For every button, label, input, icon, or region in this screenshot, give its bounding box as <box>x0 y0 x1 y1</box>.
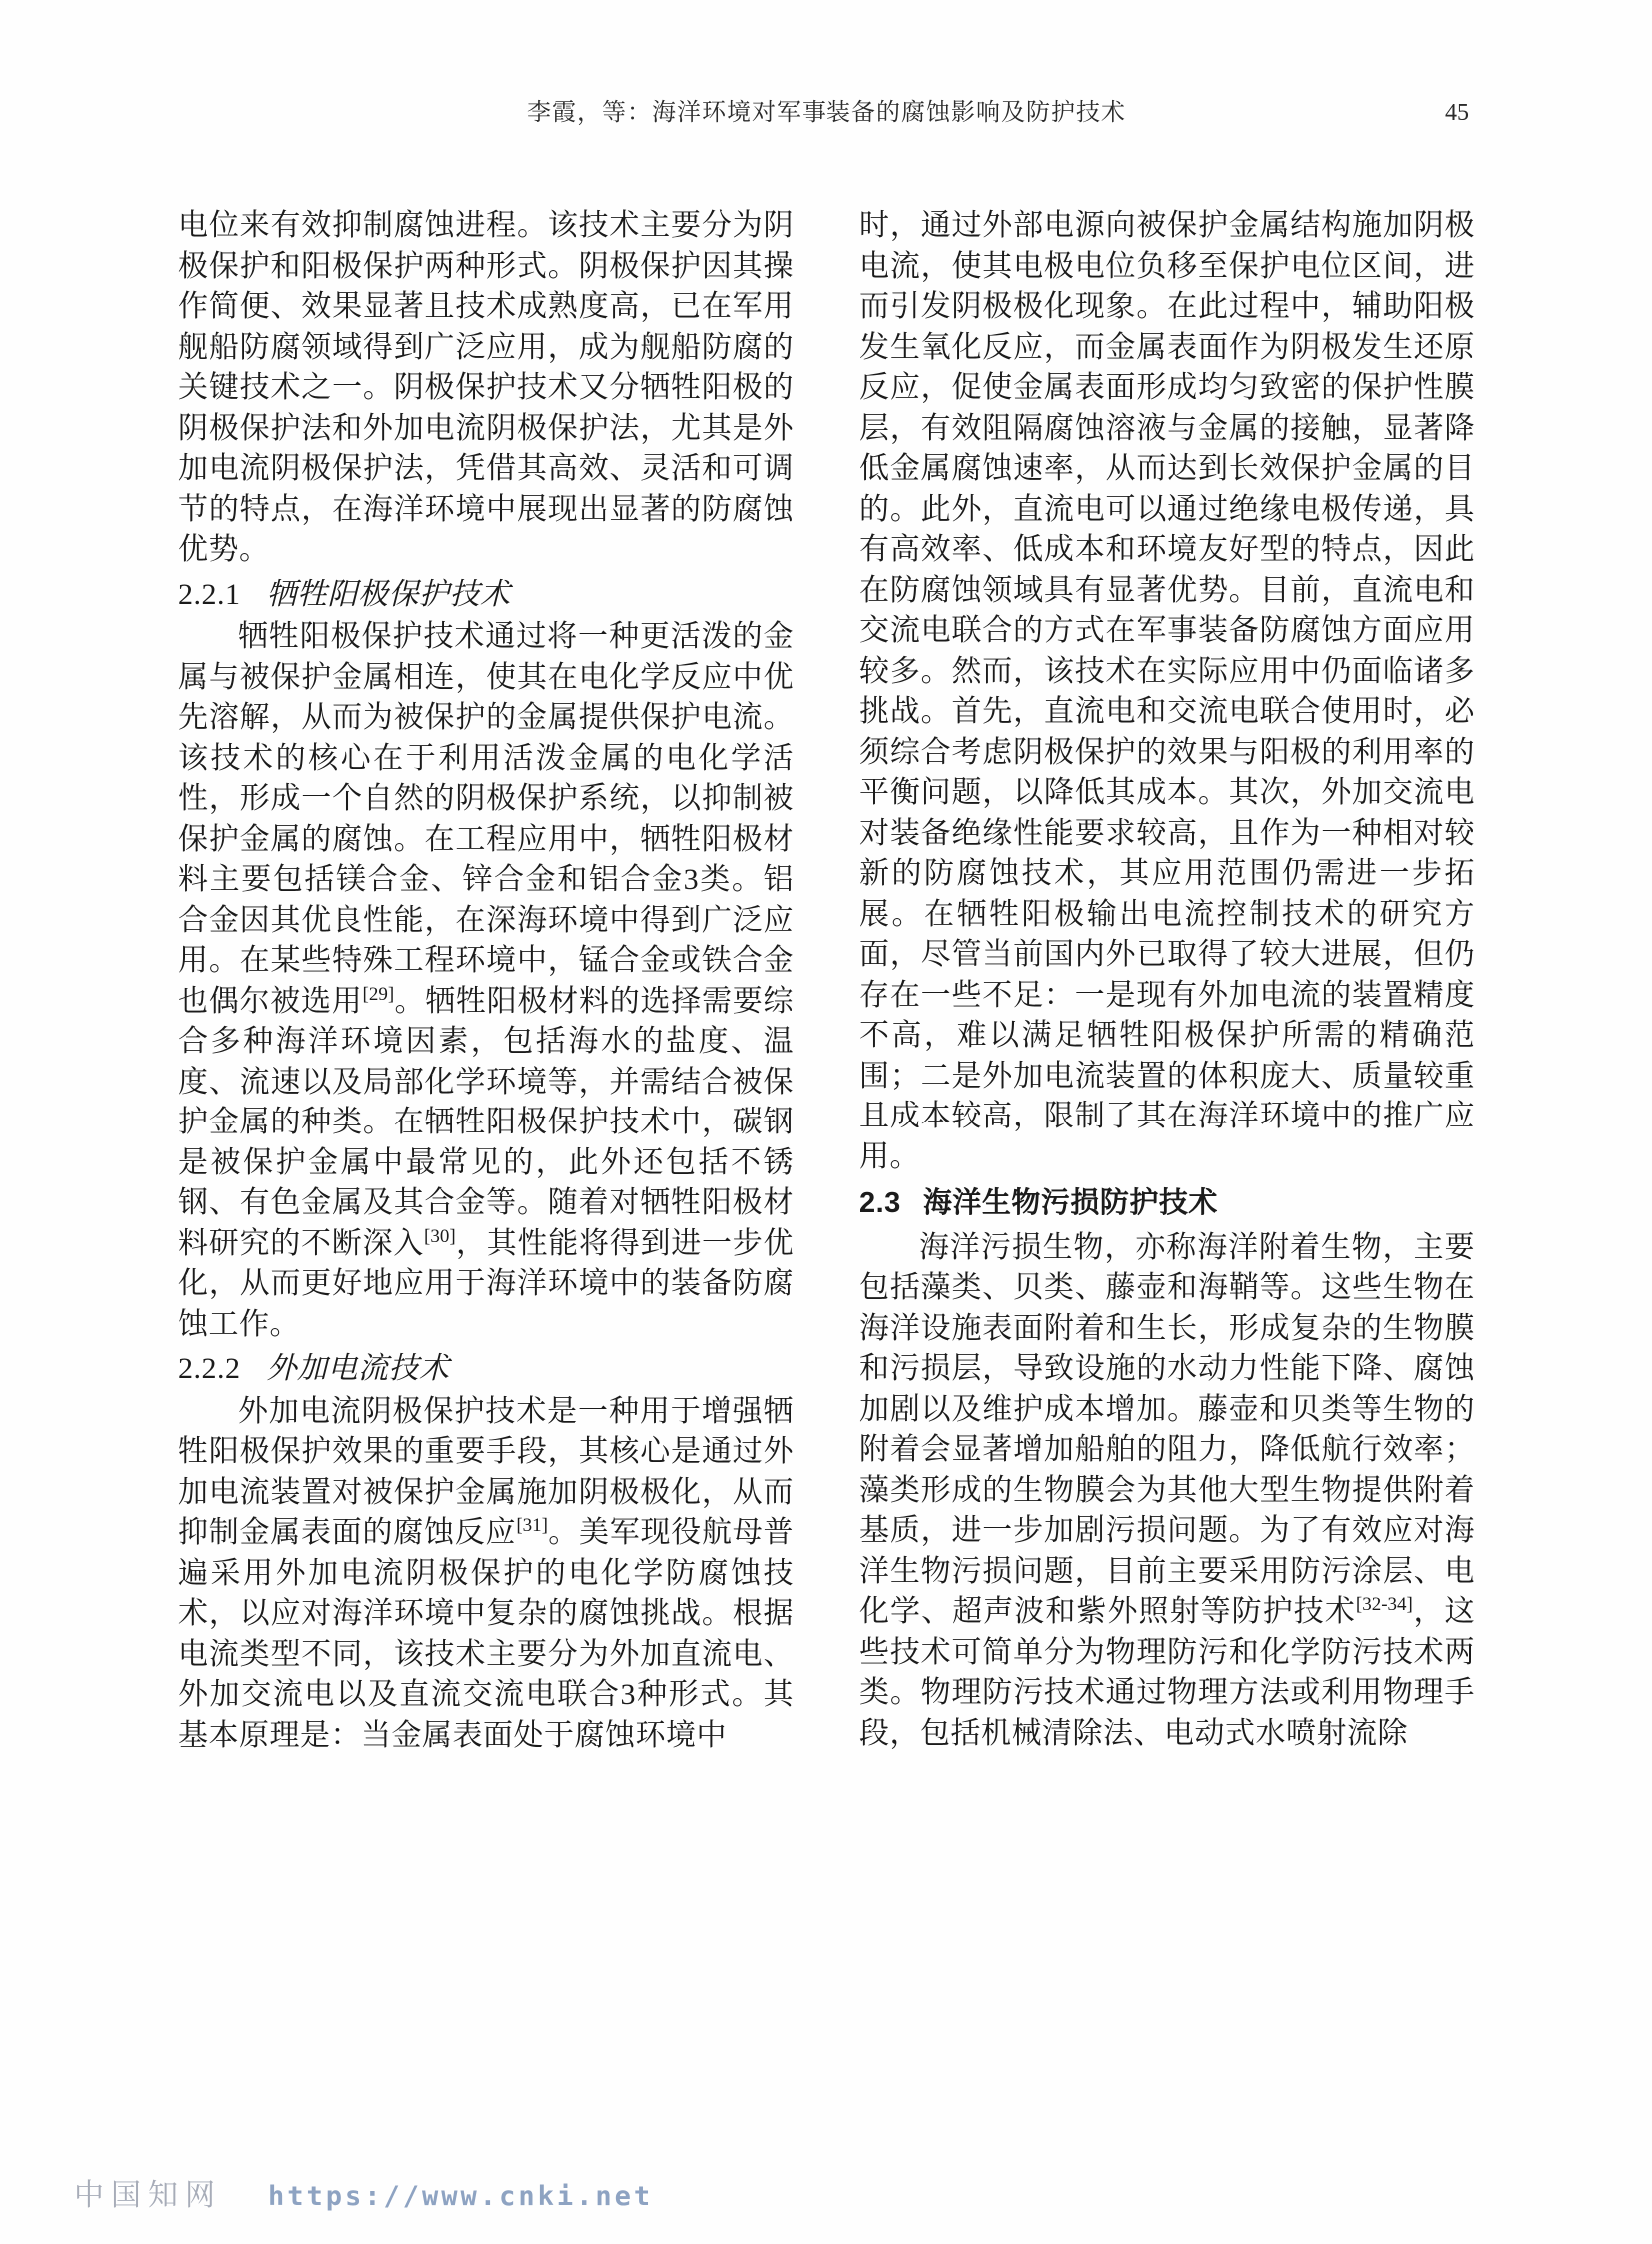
paragraph-text: 牺牲阳极保护技术通过将一种更活泼的金属与被保护金属相连，使其在电化学反应中优先溶解，从而为被保护的金属提供保护电流。该技术的核心在于利用活泼金属的电化学活性，形成一个自然的阴极保护系统，以抑制被保护金属的腐蚀。在工程应用中，牺牲阳极材料主要包括镁合金、锌合金和铝合金3类。铝合金因其优良性能，在深海环境中得到广泛应用。在某些特殊工程环境中，锰合金或铁合金也偶尔被选用 <box>178 620 794 1018</box>
paragraph-text: 外加电流阴极保护技术是一种用于增强牺牲阳极保护效果的重要手段，其核心是通过外加电流装置对被保护金属施加阴极极化，从而抑制金属表面的腐蚀反应 <box>178 1394 794 1549</box>
paragraph-text: ，这些技术可简单分为物理防污和化学防污技术两类。物理防污技术通过物理方法或利用物理手段，包括机械清除法、电动式水喷射流除 <box>859 1595 1475 1750</box>
page-footer <box>74 2170 653 2214</box>
section-heading-2-2-1 <box>178 575 794 616</box>
paragraph-impressed-current <box>178 1392 794 1757</box>
section-title: 牺牲阳极保护技术 <box>266 577 511 611</box>
section-heading-2-2-2 <box>178 1349 794 1390</box>
paragraph-sacrificial-anode <box>178 617 794 1345</box>
page-number: 45 <box>1445 100 1469 126</box>
cnki-url-link[interactable]: https://www.cnki.net <box>268 2181 654 2212</box>
section-number: 2.2.1 <box>178 577 241 611</box>
citation-ref-30: [30] <box>424 1225 456 1247</box>
citation-ref-29: [29] <box>362 983 395 1005</box>
page-header <box>178 96 1475 130</box>
paragraph-continued: 时，通过外部电源向被保护金属结构施加阴极电流，使其电极电位负移至保护电位区间，进而引发阴极极化现象。在此过程中，辅助阳极发生氧化反应，而金属表面作为阴极发生还原反应，促使金属表面形成均匀致密的保护性膜层，有效阻隔腐蚀溶液与金属的接触，显著降低金属腐蚀速率，从而达到长效保护金属的目的。此外，直流电可以通过绝缘电极传递，具有高效率、低成本和环境友好型的特点，因此在防腐蚀领域具有显著优势。目前，直流电和交流电联合的方式在军事装备防腐蚀方面应用较多。然而，该技术在实际应用中仍面临诸多挑战。首先，直流电和交流电联合使用时，必须综合考虑阴极保护的效果与阳极的利用率的平衡问题，以降低其成本。其次，外加交流电对装备绝缘性能要求较高，且作为一种相对较新的防腐蚀技术，其应用范围仍需进一步拓展。在牺牲阳极输出电流控制技术的研究方面，尽管当前国内外已取得了较大进展，但仍存在一些不足：一是现有外加电流的装置精度不高，难以满足牺牲阳极保护所需的精确范围；二是外加电流装置的体积庞大、质量较重且成本较高，限制了其在海洋环境中的推广应用。 <box>859 209 1475 1173</box>
cnki-brand: 中国知网 <box>74 2179 222 2212</box>
running-title: 李霞，等：海洋环境对军事装备的腐蚀影响及防护技术 <box>527 100 1126 126</box>
paragraph-biofouling <box>859 1228 1475 1755</box>
left-column <box>178 206 794 2120</box>
section-title: 外加电流技术 <box>266 1352 450 1385</box>
section-title: 海洋生物污损防护技术 <box>922 1187 1218 1219</box>
paragraph-text: 海洋污损生物，亦称海洋附着生物，主要包括藻类、贝类、藤壶和海鞘等。这些生物在海洋设施表面附着和生长，形成复杂的生物膜和污损层，导致设施的水动力性能下降、腐蚀加剧以及维护成本增加。藤壶和贝类等生物的附着会显著增加船舶的阻力，降低航行效率；藻类形成的生物膜会为其他大型生物提供附着基质，进一步加剧污损问题。为了有效应对海洋生物污损问题，目前主要采用防污涂层、电化学、超声波和紫外照射等防护技术 <box>859 1230 1475 1628</box>
article-body <box>178 206 1475 2120</box>
right-column <box>859 206 1475 2120</box>
paragraph-text: 。牺牲阳极材料的选择需要综合多种海洋环境因素，包括海水的盐度、温度、流速以及局部化学环境等，并需结合被保护金属的种类。在牺牲阳极保护技术中，碳钢是被保护金属中最常见的，此外还包括不锈钢、有色金属及其合金等。随着对牺牲阳极材料研究的不断深入 <box>178 984 795 1260</box>
citation-ref-31: [31] <box>516 1515 548 1536</box>
paragraph-continued: 电位来有效抑制腐蚀进程。该技术主要分为阴极保护和阳极保护两种形式。阴极保护因其操作简便、效果显著且技术成熟度高，已在军用舰船防腐领域得到广泛应用，成为舰船防腐的关键技术之一。阴极保护技术又分牺牲阳极的阴极保护法和外加电流阴极保护法，尤其是外加电流阴极保护法，凭借其高效、灵活和可调节的特点，在海洋环境中展现出显著的防腐蚀优势。 <box>178 209 794 566</box>
section-heading-2-3 <box>859 1183 1475 1224</box>
paragraph-text: 。美军现役航母普遍采用外加电流阴极保护的电化学防腐蚀技术，以应对海洋环境中复杂的腐蚀挑战。根据电流类型不同，该技术主要分为外加直流电、外加交流电以及直流交流电联合3种形式。其基本原理是：当金属表面处于腐蚀环境中 <box>178 1516 795 1752</box>
citation-ref-32-34: [32-34] <box>1355 1594 1413 1615</box>
section-number: 2.2.2 <box>178 1352 241 1385</box>
paragraph-text: ，其性能将得到进一步优化，从而更好地应用于海洋环境中的装备防腐蚀工作。 <box>178 1226 795 1341</box>
section-number: 2.3 <box>859 1187 901 1219</box>
